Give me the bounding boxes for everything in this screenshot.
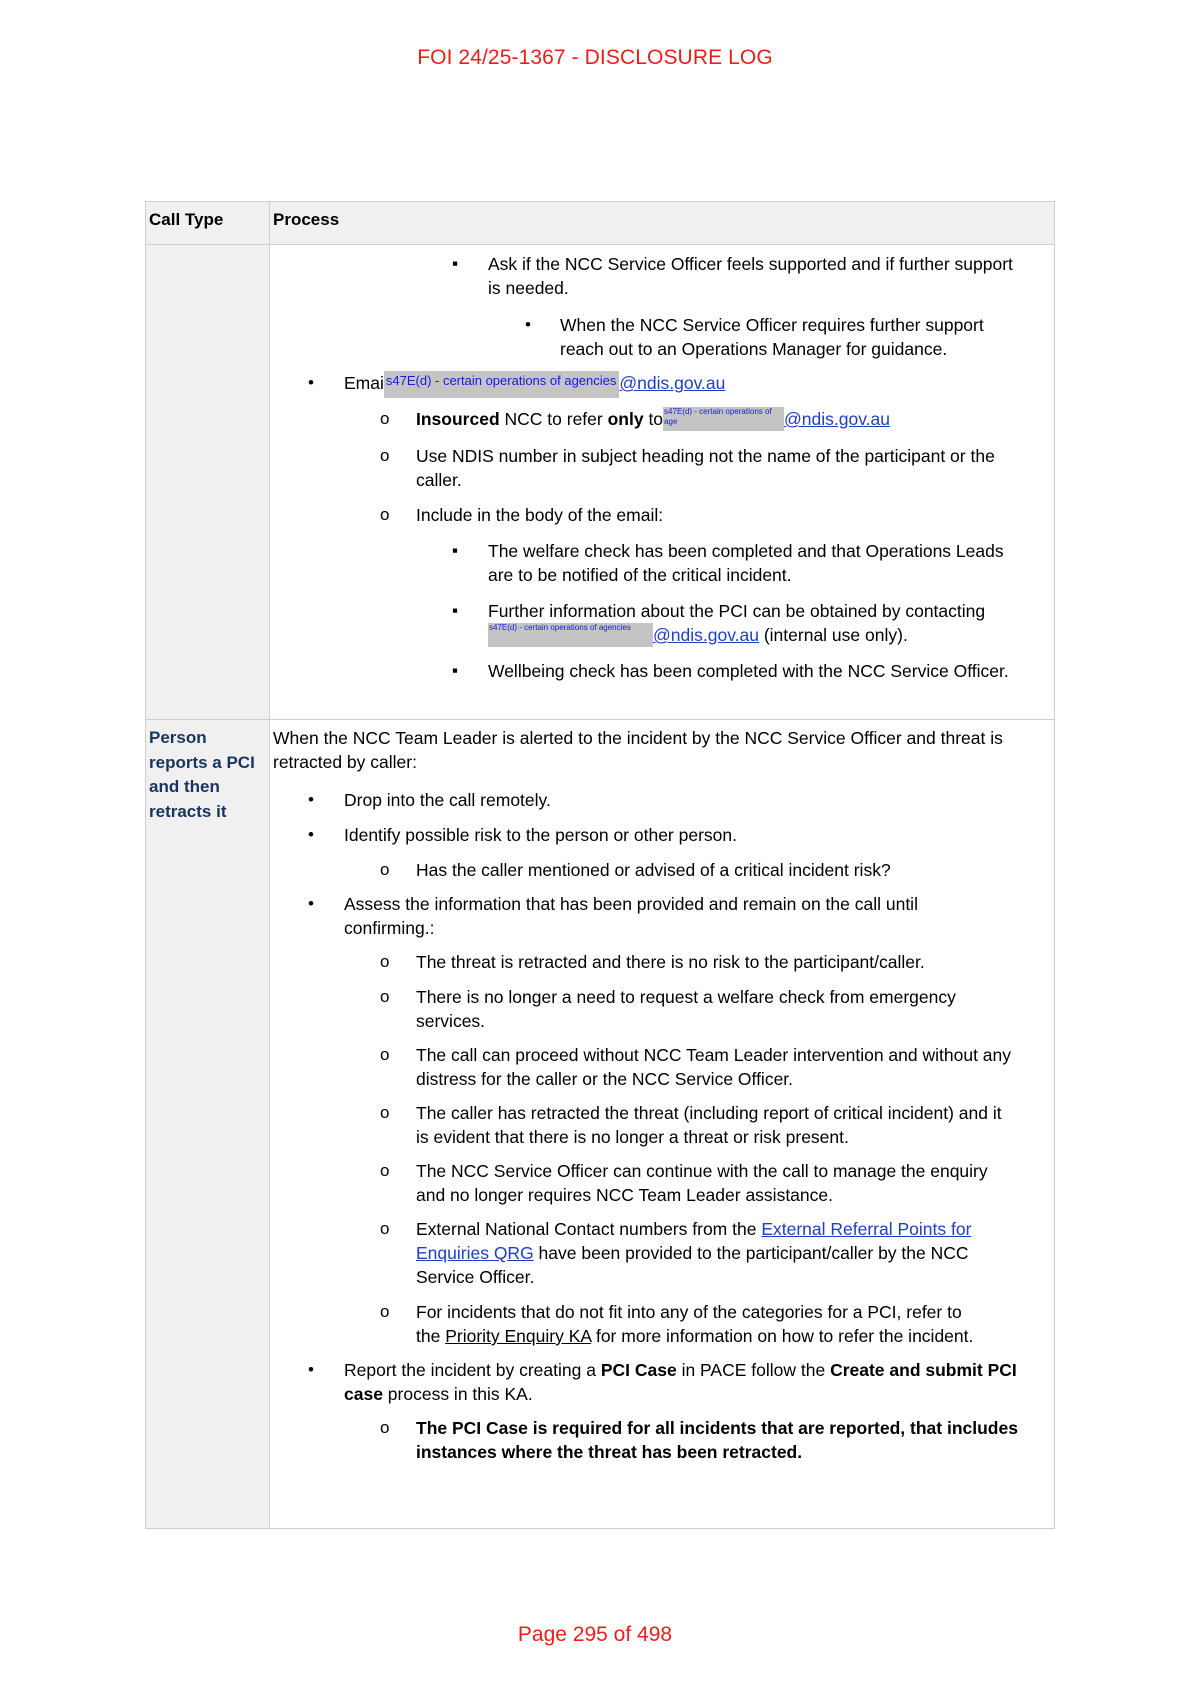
circle-bullet: o — [380, 1302, 390, 1321]
list-item: Ask if the NCC Service Officer feels supported and if further support — [488, 254, 1013, 274]
call-type-cell — [146, 245, 270, 719]
list-item: and no longer requires NCC Team Leader assistance. — [416, 1185, 833, 1205]
list-item: instances where the threat has been retracted. — [416, 1442, 803, 1462]
list-item: External National Contact numbers from the External Referral Points for — [416, 1219, 972, 1239]
table-row — [146, 719, 1054, 1528]
list-item: distress for the caller or the NCC Service Officer. — [416, 1069, 794, 1089]
list-item: The threat is retracted and there is no risk to the participant/caller. — [416, 952, 925, 972]
circle-bullet: o — [380, 952, 390, 971]
bullet: • — [308, 373, 314, 392]
list-item: For incidents that do not fit into any of the categories for a PCI, refer to — [416, 1302, 962, 1322]
square-bullet: ▪ — [452, 541, 459, 560]
list-item: case process in this KA. — [344, 1384, 533, 1404]
list-item: Report the incident by creating a PCI Case in PACE follow the Create and submit PCI — [344, 1360, 1017, 1380]
list-item: s47E(d) - certain operations of agencies @ndis.gov.au (internal use only). — [489, 623, 908, 645]
process-cell — [270, 720, 1054, 1528]
list-item: Drop into the call remotely. — [344, 790, 551, 810]
email-link[interactable]: @ndis.gov.au — [619, 373, 726, 393]
list-item: Further information about the PCI can be obtained by contacting — [488, 601, 986, 621]
intro-text: retracted by caller: — [273, 752, 417, 772]
list-item: The NCC Service Officer can continue with the call to manage the enquiry — [416, 1161, 988, 1181]
column-header-call-type: Call Type — [149, 210, 224, 229]
priority-enquiry-link[interactable]: Priority Enquiry KA — [445, 1326, 592, 1346]
list-item: The welfare check has been completed and that Operations Leads — [488, 541, 1004, 561]
list-item: caller. — [416, 470, 462, 490]
call-type-label: Person reports a PCI and then retracts it — [149, 728, 255, 821]
table-row — [146, 244, 1054, 719]
intro-text: When the NCC Team Leader is alerted to the incident by the NCC Service Officer and threat is — [273, 728, 1003, 748]
circle-bullet: o — [380, 1418, 390, 1437]
column-header-process: Process — [273, 210, 340, 229]
circle-bullet: o — [380, 1219, 390, 1238]
page-number: Page 295 of 498 — [517, 1623, 673, 1646]
circle-bullet: o — [380, 505, 390, 524]
list-item: When the NCC Service Officer requires further support — [560, 315, 984, 335]
list-item: Identify possible risk to the person or other person. — [344, 825, 737, 845]
list-item: Enquiries QRG have been provided to the participant/caller by the NCC — [416, 1243, 969, 1263]
list-item: The call can proceed without NCC Team Leader intervention and without any — [416, 1045, 1012, 1065]
bullet: • — [525, 315, 531, 334]
list-item: is needed. — [488, 278, 569, 298]
list-item: The caller has retracted the threat (including report of critical incident) and it — [416, 1103, 1002, 1123]
call-type-cell — [146, 720, 270, 1528]
list-item: Insourced NCC to refer only tos47E(d) - certain operations of age @ndis.gov.au — [416, 407, 891, 429]
circle-bullet: o — [380, 987, 390, 1006]
bullet: • — [308, 825, 314, 844]
list-item: There is no longer a need to request a welfare check from emergency — [416, 987, 956, 1007]
process-table — [145, 201, 1055, 1529]
list-item: Wellbeing check has been completed with the NCC Service Officer. — [488, 661, 1009, 681]
list-item: Use NDIS number in subject heading not the name of the participant or the — [416, 446, 995, 466]
external-referral-link[interactable]: Enquiries QRG — [416, 1243, 534, 1263]
list-item: Assess the information that has been provided and remain on the call until — [344, 894, 918, 914]
square-bullet: ▪ — [452, 601, 459, 620]
document-header: FOI 24/25-1367 - DISCLOSURE LOG — [417, 46, 773, 69]
external-referral-link[interactable]: External Referral Points for — [761, 1219, 972, 1239]
list-item: Service Officer. — [416, 1267, 535, 1287]
email-link[interactable]: @ndis.gov.au — [784, 409, 891, 429]
list-item: Has the caller mentioned or advised of a critical incident risk? — [416, 860, 891, 880]
list-item: the Priority Enquiry KA for more information on how to refer the incident. — [416, 1326, 974, 1346]
bullet: • — [308, 790, 314, 809]
bullet: • — [308, 1360, 314, 1379]
square-bullet: ▪ — [452, 254, 459, 273]
redaction-box: s47E(d) - certain operations of agencies — [488, 623, 653, 647]
list-item: Include in the body of the email: — [416, 505, 664, 525]
list-item: are to be notified of the critical incident. — [488, 565, 792, 585]
list-item: services. — [416, 1011, 486, 1031]
bullet: • — [308, 894, 314, 913]
circle-bullet: o — [380, 860, 390, 879]
circle-bullet: o — [380, 1161, 390, 1180]
list-item: reach out to an Operations Manager for guidance. — [560, 339, 948, 359]
circle-bullet: o — [380, 446, 390, 465]
circle-bullet: o — [380, 1045, 390, 1064]
email-link[interactable]: @ndis.gov.au — [653, 625, 759, 645]
circle-bullet: o — [380, 409, 390, 428]
redaction-box: s47E(d) - certain operations of age — [663, 407, 784, 431]
square-bullet: ▪ — [452, 661, 459, 680]
list-item: is evident that there is no longer a threat or risk present. — [416, 1127, 849, 1147]
process-cell — [270, 245, 1054, 719]
circle-bullet: o — [380, 1103, 390, 1122]
list-item: confirming.: — [344, 918, 435, 938]
list-item: The PCI Case is required for all incidents that are reported, that includes — [416, 1418, 1018, 1438]
table-header-row — [146, 202, 1054, 244]
redaction-box: s47E(d) - certain operations of agencies — [384, 371, 620, 398]
list-item: Emai s47E(d) - certain operations of agencies @ndis.gov.au — [344, 371, 725, 398]
